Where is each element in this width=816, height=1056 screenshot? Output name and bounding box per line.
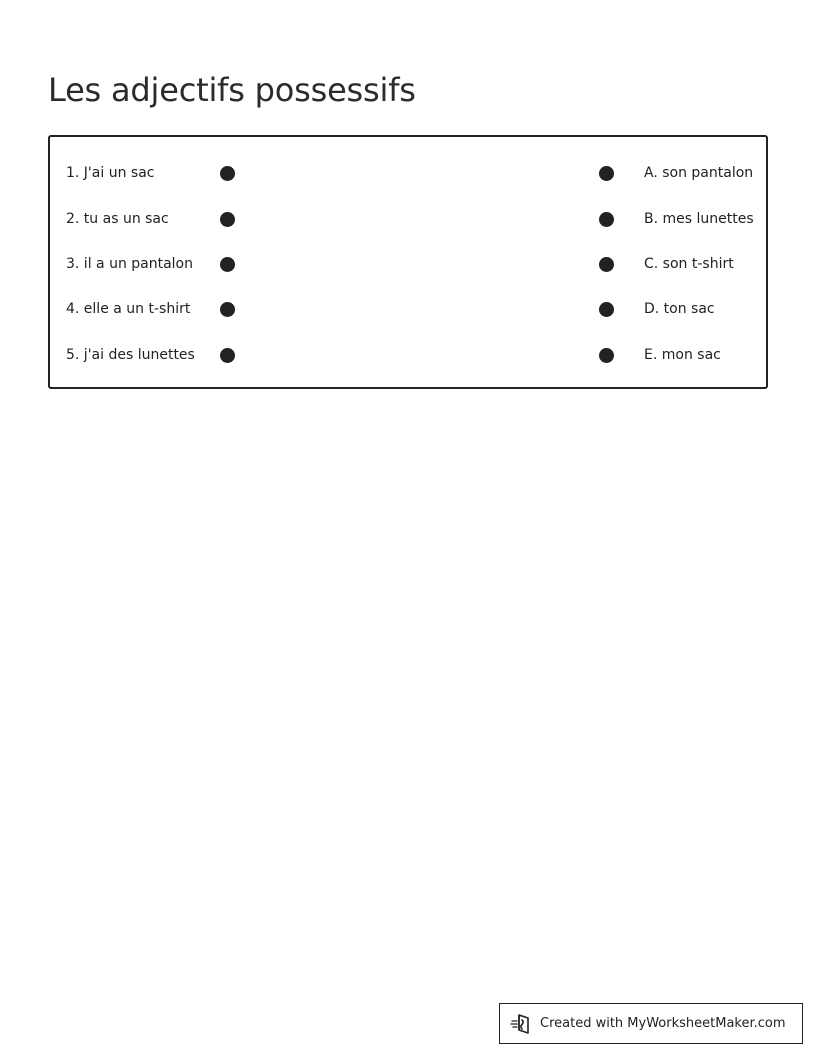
- right-connector-dot-b[interactable]: [599, 212, 614, 227]
- right-item-a: A. son pantalon: [644, 165, 754, 181]
- left-item-3: 3. il a un pantalon: [66, 256, 193, 272]
- right-item-e: E. mon sac: [644, 347, 721, 363]
- left-item-5: 5. j'ai des lunettes: [66, 347, 195, 363]
- matching-row-5: [50, 343, 766, 367]
- right-connector-dot-e[interactable]: [599, 348, 614, 363]
- left-item-4: 4. elle a un t-shirt: [66, 301, 191, 317]
- left-connector-dot-3[interactable]: [220, 257, 235, 272]
- right-item-c: C. son t-shirt: [644, 256, 734, 272]
- left-connector-dot-2[interactable]: [220, 212, 235, 227]
- left-connector-dot-4[interactable]: [220, 302, 235, 317]
- footer-credit-text: Created with MyWorksheetMaker.com: [540, 1015, 786, 1031]
- left-item-2: 2. tu as un sac: [66, 211, 169, 227]
- left-connector-dot-1[interactable]: [220, 166, 235, 181]
- left-item-1: 1. J'ai un sac: [66, 165, 155, 181]
- right-connector-dot-a[interactable]: [599, 166, 614, 181]
- right-item-b: B. mes lunettes: [644, 211, 754, 227]
- created-with-badge[interactable]: [499, 1003, 803, 1044]
- matching-exercise-box: [48, 135, 768, 389]
- matching-row-2: [50, 207, 766, 231]
- right-connector-dot-c[interactable]: [599, 257, 614, 272]
- matching-row-1: [50, 161, 766, 185]
- left-connector-dot-5[interactable]: [220, 348, 235, 363]
- page-title: Les adjectifs possessifs: [48, 71, 416, 110]
- matching-row-3: [50, 252, 766, 276]
- right-item-d: D. ton sac: [644, 301, 715, 317]
- matching-row-4: [50, 297, 766, 321]
- worksheet-maker-logo-icon: [510, 1012, 534, 1036]
- right-connector-dot-d[interactable]: [599, 302, 614, 317]
